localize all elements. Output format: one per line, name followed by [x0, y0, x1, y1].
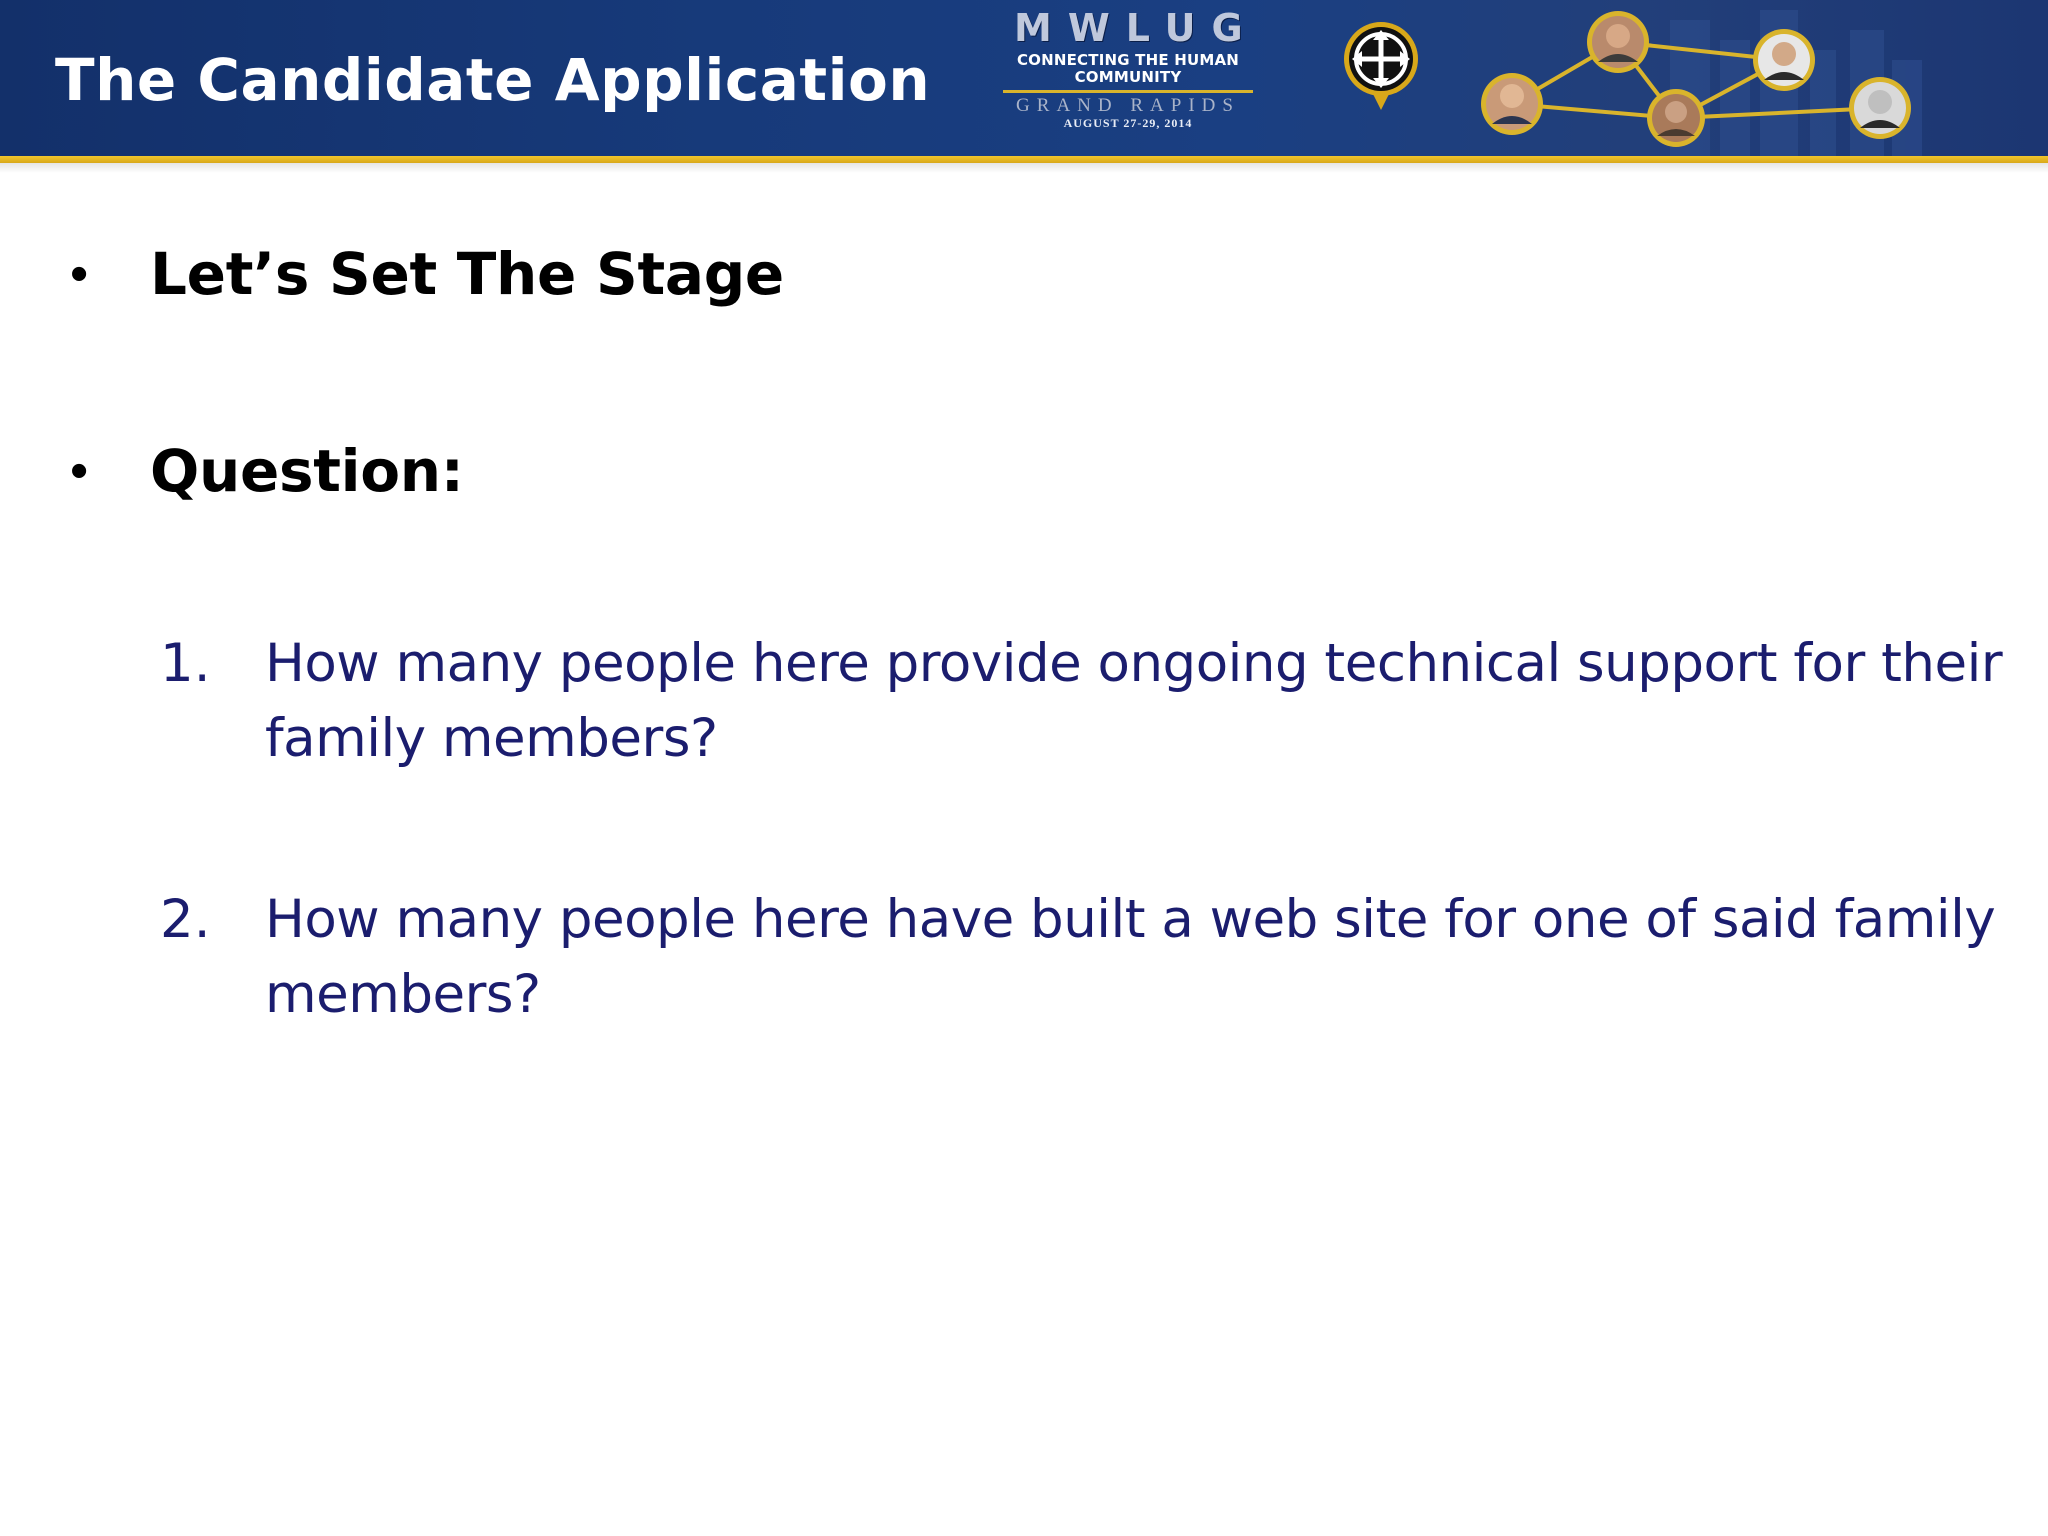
logo-dates: AUGUST 27-29, 2014: [1063, 116, 1193, 130]
move-arrows-icon: [1342, 20, 1420, 112]
item-line: How many people here provide ongoing technical support for their: [265, 633, 2003, 694]
logo-city: GRAND RAPIDS: [1016, 95, 1240, 116]
bullet-dot: •: [70, 442, 89, 500]
mwlug-logo: [1000, 6, 1259, 130]
bullet-dot: •: [70, 245, 89, 303]
item-line: family members?: [265, 708, 718, 769]
item-line: members?: [265, 964, 541, 1025]
item-number: 1.: [160, 633, 211, 694]
slide-title: The Candidate Application: [55, 46, 931, 114]
bullet-text: Question:: [150, 437, 464, 505]
header-accent-line: [0, 156, 2048, 163]
people-network-graphic: [1440, 0, 2048, 156]
item-line: How many people here have built a web site for one of said family: [265, 889, 1996, 950]
bullet-text: Let’s Set The Stage: [150, 240, 784, 308]
logo-tagline: CONNECTING THE HUMAN COMMUNITY: [1016, 51, 1240, 86]
item-number: 2.: [160, 889, 211, 950]
logo-divider: [1003, 90, 1253, 93]
logo-letters: MWLUG: [1014, 6, 1259, 50]
item-text: [265, 626, 2005, 776]
item-text: [265, 882, 2005, 1032]
header-shadow: [0, 163, 2048, 173]
header-banner: [0, 0, 2048, 158]
